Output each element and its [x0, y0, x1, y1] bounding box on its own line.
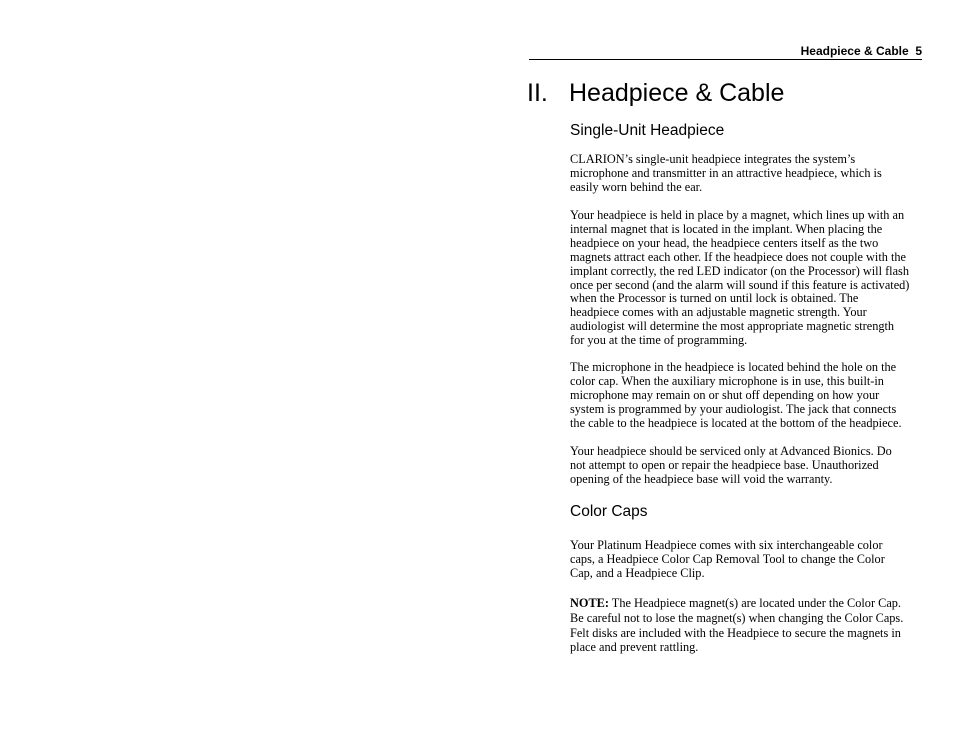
chapter-number: II. — [527, 79, 548, 107]
text-line: when the Processor is turned on until lock is obtained. The — [570, 291, 859, 306]
text-line: internal magnet that is located in the implant. When placing the — [570, 221, 883, 236]
text-line: magnets attract each other. If the headpiece does not couple with the — [570, 249, 906, 264]
text-line: the cable to the headpiece is located at the bottom of the headpiece. — [570, 415, 902, 430]
section-heading-color-caps: Color Caps — [570, 503, 648, 520]
text-line: implant correctly, the red LED indicator (on the Processor) will flash — [570, 263, 909, 278]
note-label: NOTE: — [570, 596, 609, 610]
note-first-line — [570, 596, 924, 611]
text-line: opening of the headpiece base will void the warranty. — [570, 471, 833, 486]
text-line: easily worn behind the ear. — [570, 179, 703, 194]
text-line: for you at the time of programming. — [570, 333, 748, 348]
text-line: audiologist will determine the most appropriate magnetic strength — [570, 319, 895, 334]
running-header: Headpiece & Cable 5 — [800, 44, 922, 58]
section-heading-single-unit: Single-Unit Headpiece — [570, 122, 725, 139]
chapter-title: Headpiece & Cable — [569, 79, 785, 107]
note-text: The Headpiece magnet(s) are located under the Color Cap. — [608, 596, 901, 610]
text-line: not attempt to open or repair the headpiece base. Unauthorized — [570, 457, 879, 472]
text-line: Felt disks are included with the Headpiece to secure the magnets in — [570, 625, 901, 640]
text-line: Your Platinum Headpiece comes with six interchangeable color — [570, 538, 883, 552]
text-line: Be careful not to lose the magnet(s) when changing the Color Caps. — [570, 610, 904, 625]
text-line: system is programmed by your audiologist. The jack that connects — [570, 401, 897, 416]
text-line: caps, a Headpiece Color Cap Removal Tool to change the Color — [570, 551, 885, 566]
text-line: Your headpiece is held in place by a magnet, which lines up with an — [570, 208, 905, 222]
text-line: color cap. When the auxiliary microphone is in use, this built-in — [570, 373, 884, 388]
header-rule — [529, 59, 922, 60]
text-line: CLARION’s single-unit headpiece integrates the system’s — [570, 152, 856, 166]
paragraph-microphone — [570, 361, 924, 431]
text-line: headpiece comes with an adjustable magnetic strength. Your — [570, 305, 867, 320]
paragraph-magnet — [570, 209, 924, 348]
paragraph-color-caps — [570, 539, 924, 581]
paragraph-intro — [570, 153, 924, 195]
text-line: headpiece on your head, the headpiece centers itself as the two — [570, 235, 879, 250]
text-line: The microphone in the headpiece is located behind the hole on the — [570, 360, 897, 374]
text-line: microphone may remain on or shut off depending on how your — [570, 387, 880, 402]
text-line: once per second (and the alarm will sound if this feature is activated) — [570, 277, 910, 292]
note-paragraph — [570, 596, 924, 655]
paragraph-service — [570, 445, 924, 487]
text-line: microphone and transmitter in an attractive headpiece, which is — [570, 165, 882, 180]
text-line: Your headpiece should be serviced only at Advanced Bionics. Do — [570, 444, 892, 458]
text-line: place and prevent rattling. — [570, 640, 699, 655]
text-line: Cap, and a Headpiece Clip. — [570, 565, 705, 580]
